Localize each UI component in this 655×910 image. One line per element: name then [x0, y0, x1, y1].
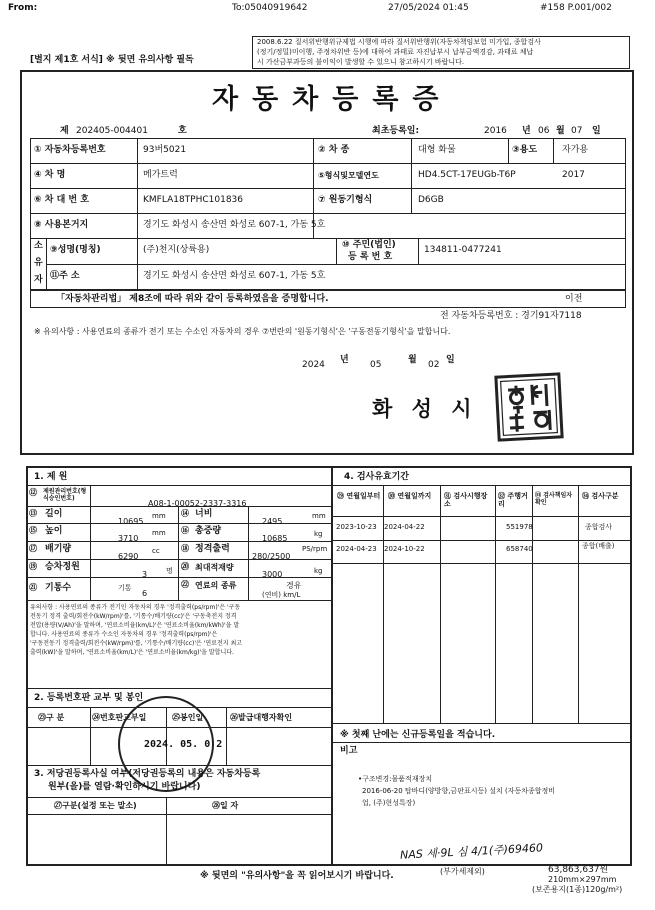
spec-height-unit: mm — [152, 529, 166, 537]
spec-note-line: 전압(용량(V/Ah)'을 말하며, '연료소비율(km/L)'은 '연료소비율(km/kWh)'을 말 — [30, 622, 240, 629]
authority-name: 화 성 시 — [372, 396, 478, 421]
inspect-row-km: 551978 — [506, 523, 533, 531]
spec-power-unit: PS/rpm — [302, 545, 328, 553]
spec-heading: 1. 제 원 — [34, 472, 68, 482]
paper-type: (보존용지(1종)120g/m²) — [532, 885, 623, 894]
certify-text: 「자동차관리법」 제8조에 따라 위와 같이 등록하였음을 증명합니다. — [56, 294, 329, 304]
spec-fuel-value: 경유 — [286, 581, 302, 590]
spec-payload-label: 최대적재량 — [195, 563, 234, 572]
spec-note-line: 전동기 정격 출력/회전수(kW/rpm)'를, '기통수/배기량(cc)'은 '구동축전지 정격 — [30, 613, 237, 620]
spec-width-no: ⑭ — [181, 509, 189, 518]
vehicle-class-value: 대형 화물 — [418, 145, 456, 155]
plate-heading: 2. 등록번호판 교부 및 봉인 — [34, 693, 144, 703]
reg-number-value: 93버5021 — [143, 145, 187, 155]
first-reg-label: 최초등록일: — [372, 126, 420, 136]
corp-no-value: 134811-0477241 — [424, 245, 502, 255]
spec-gross-unit: kg — [314, 530, 323, 538]
spec-width-value: 2495 — [262, 517, 283, 526]
spec-gross-no: ⑯ — [181, 526, 189, 535]
remark-line: 2016-06-20 탑바디(양방향,금판표시등) 설치 (자동차종합정비 — [362, 787, 556, 795]
fax-datetime: 27/05/2024 01:45 — [388, 3, 469, 13]
plate-col-seal: ㉕봉인일 — [172, 713, 204, 722]
spec-gross-label: 총중량 — [195, 526, 222, 536]
spec-seats-value: 3 — [142, 570, 148, 579]
use-value: 자가용 — [562, 145, 589, 155]
fax-from: From: — [8, 3, 38, 13]
spec-note-line: 유의사항 : 사용연료의 종류가 전기인 자동차의 경우 '정격출력(ps/rpm)'은 '구동 — [30, 604, 241, 611]
spec-disp-value: 6290 — [118, 552, 139, 561]
label-model-year: ⑤형식및모델연도 — [318, 171, 379, 180]
spec-disp-unit: cc — [152, 547, 160, 555]
notice-line: 2008.6.22 질서위반행위규제법 시행에 따라 질서위반행위(자동차책임보험 미가입, 종합검사 — [257, 38, 541, 46]
spec-seats-label: 승차정원 — [45, 562, 80, 572]
spec-seats-unit: 명 — [166, 567, 173, 575]
inspect-col-place: ㉛ 검사시행장소 — [444, 492, 488, 508]
owner-side-3: 자 — [34, 275, 43, 285]
label-base-location: ⑧ 사용본거지 — [34, 220, 89, 230]
inspect-row-to: 2024-10-22 — [384, 545, 425, 553]
label-vin: ⑥ 차 대 번 호 — [34, 195, 89, 205]
inspect-col-mileage: ㉜ 주행거리 — [498, 492, 528, 508]
lien-heading: 3. 저당권등록사실 여부(저당권등록의 내용은 자동차등록 — [34, 769, 261, 779]
label-corp-no: ⑩ 주민(법인) — [342, 240, 396, 250]
spec-length-value: 10695 — [118, 517, 144, 526]
inspect-row-kind: 종합검사 — [585, 523, 613, 531]
year-label: 년 — [522, 126, 531, 136]
spec-mgmt-value: A08-1-00052-2337-3316 — [148, 499, 247, 508]
inspect-row-kind: 종합(배출) — [582, 542, 615, 550]
owner-side-1: 소 — [34, 241, 43, 251]
plate-col-agent: ㉖발급대행자확인 — [230, 713, 293, 722]
owner-name-value: (주)천지(상륙용) — [143, 245, 210, 255]
spec-length-no: ⑬ — [29, 509, 37, 518]
issue-d: 일 — [446, 355, 455, 365]
reg-no-label: 제 — [60, 126, 69, 136]
reg-ho: 호 — [178, 126, 187, 136]
vehicle-name-value: 메가트럭 — [143, 170, 178, 180]
model-year-value: 2017 — [562, 170, 585, 180]
label-vehicle-name: ④ 차 명 — [34, 170, 66, 180]
spec-note-line: '구동전동기 정격출력/회전수(kW/rpm)'를, '기통수/배기량(cc)'은 '연료전지 최고 — [30, 640, 243, 647]
label-engine-type: ⑦ 원동기형식 — [318, 195, 373, 205]
plate-col-issue: ㉔번호판교부일 — [92, 713, 147, 722]
inspect-col-from: ㉙ 연월일부터 — [337, 492, 381, 500]
spec-disp-no: ⑰ — [29, 544, 37, 553]
stamp-date: 2024. 05. 0 2 — [144, 739, 223, 750]
label-vehicle-class: ② 차 종 — [318, 145, 350, 155]
plate-col-type: ㉓구 분 — [38, 713, 65, 722]
spec-payload-value: 3000 — [262, 570, 283, 579]
spec-cyl-unit: 기통 — [118, 584, 132, 592]
spec-height-no: ⑮ — [29, 526, 37, 535]
fax-page: #158 P.001/002 — [540, 3, 612, 13]
spec-power-label: 정격출력 — [195, 544, 230, 554]
inspect-row-km: 658740 — [506, 545, 533, 553]
engine-type-value: D6GB — [418, 195, 444, 205]
spec-fuel-label: 연료의 종류 — [195, 581, 237, 590]
owner-side-2: 유 — [34, 258, 43, 268]
month-label: 월 — [556, 126, 565, 136]
label-corp-no-2: 등 록 번 호 — [348, 252, 393, 262]
spec-note-line: 합니다. 사용연료의 종류가 수소인 자동차의 경우 '정격출력(ps/rpm)'은 — [30, 631, 218, 638]
spec-mgmt-label: 제원관리번호(형식승인번호) — [43, 488, 87, 502]
notice-line: 시 가산금부과등의 불이익이 발생할 수 있으니 참고하시기 바랍니다. — [257, 58, 465, 66]
label-use: ③용도 — [512, 145, 538, 155]
official-seal — [494, 372, 563, 441]
base-location-value: 경기도 화성시 송산면 화성로 607-1, 가동 5호 — [143, 220, 326, 230]
spec-cyl-no: ㉑ — [29, 583, 37, 592]
inspect-heading: 4. 검사유효기간 — [344, 472, 409, 482]
form-number: [별지 제1호 서식] ※ 뒷면 유의사항 필독 — [30, 55, 194, 65]
handwritten-note: NAS 세·9L 심 4/1(주)69460 — [399, 841, 544, 862]
spec-fuel-unit: (연비) km/L — [262, 591, 301, 599]
label-reg-number: ① 자동차등록번호 — [34, 145, 106, 155]
first-reg-month: 06 — [538, 126, 550, 136]
amount: 63,863,637원 — [548, 865, 609, 875]
remark-line: •구조변경:물품적재장치 — [358, 775, 433, 783]
inspect-col-officer: ㉝ 검사책임자확인 — [535, 492, 573, 506]
bottom-vat: (부가세제외) — [440, 867, 485, 876]
spec-length-label: 길이 — [45, 509, 63, 519]
remark-label: 비고 — [340, 746, 358, 756]
issue-m: 월 — [408, 355, 417, 365]
spec-seats-no: ⑲ — [29, 562, 37, 571]
vin-value: KMFLA18TPHC101836 — [143, 195, 244, 205]
inspect-row-to: 2024-04-22 — [384, 523, 425, 531]
spec-disp-label: 배기량 — [45, 544, 72, 554]
prev-label: 이전 — [565, 294, 583, 304]
issue-y: 년 — [340, 355, 349, 365]
spec-mgmt-no: ⑫ — [29, 488, 37, 497]
vehicle-table — [30, 138, 626, 290]
spec-fuel-no: ㉒ — [181, 580, 189, 589]
spec-gross-value: 10685 — [262, 534, 288, 543]
fuel-note: ※ 유의사항 : 사용연료의 종류가 전기 또는 수소인 자동차의 경우 ⑦번란의 '원동기형식'은 '구동전동기형식'을 말합니다. — [34, 327, 451, 336]
document-title: 자동차등록증 — [212, 84, 453, 115]
address-value: 경기도 화성시 송산면 화성로 607-1, 가동 5호 — [143, 271, 326, 281]
spec-cyl-label: 기통수 — [45, 583, 72, 593]
spec-power-value: 280/2500 — [252, 552, 291, 561]
spec-height-value: 3710 — [118, 534, 139, 543]
spec-payload-unit: kg — [314, 567, 323, 575]
spec-cyl-value: 6 — [142, 589, 148, 598]
prev-reg-no: 전 자동차등록번호 : 경기91자7118 — [440, 311, 582, 321]
reg-no: 202405-004401 — [76, 126, 148, 136]
paper-size: 210mm×297mm — [548, 875, 617, 884]
spec-width-unit: mm — [312, 512, 326, 520]
issue-month: 05 — [370, 360, 382, 370]
spec-power-no: ⑱ — [181, 544, 189, 553]
model-value: HD4.5CT-17EUGb-T6P — [418, 170, 516, 180]
spec-height-label: 높이 — [45, 526, 63, 536]
day-label: 일 — [592, 126, 601, 136]
inspect-row-from: 2023-10-23 — [336, 523, 377, 531]
spec-width-label: 너비 — [195, 509, 213, 519]
spec-payload-no: ⑳ — [181, 562, 189, 571]
label-owner-name: ⑨성명(명칭) — [50, 245, 101, 255]
bottom-notice: ※ 뒷면의 "유의사항"을 꼭 읽어보시기 바랍니다. — [200, 871, 394, 881]
label-address: ⑪주 소 — [50, 271, 80, 281]
lien-heading-2: 원부(을)를 열람·확인하시기 바랍니다) — [48, 782, 201, 792]
first-reg-year: 2016 — [484, 126, 507, 136]
notice-line: (정기/정밀)미이행, 주정차위반 등)에 대하여 과태료 자진납부시 납부금액경감, 과태료 체납 — [257, 48, 534, 56]
spec-note-line: 출력(kW)'을 말하며, '연료소비율(km/L)'은 '연료소비율(km/kg)'을 말합니다. — [30, 649, 234, 656]
inspect-col-to: ㉚ 연월일까지 — [388, 492, 432, 500]
remark-line: 업, (주)현성특장) — [362, 799, 416, 807]
first-reg-day: 07 — [571, 126, 583, 136]
fax-to: To:05040919642 — [232, 3, 308, 13]
inspect-row-from: 2024-04-23 — [336, 545, 377, 553]
inspect-col-kind: ㉞ 검사구분 — [582, 492, 619, 500]
issue-day: 02 — [428, 360, 440, 370]
lien-col-date: ㉘일 자 — [212, 801, 239, 810]
lien-col-type: ㉗구분(설정 또는 말소) — [54, 801, 137, 810]
inspect-footer: ※ 첫째 난에는 신규등록일을 적습니다. — [340, 730, 496, 740]
notice-box — [252, 36, 630, 69]
spec-length-unit: mm — [152, 512, 166, 520]
issue-year: 2024 — [302, 360, 325, 370]
